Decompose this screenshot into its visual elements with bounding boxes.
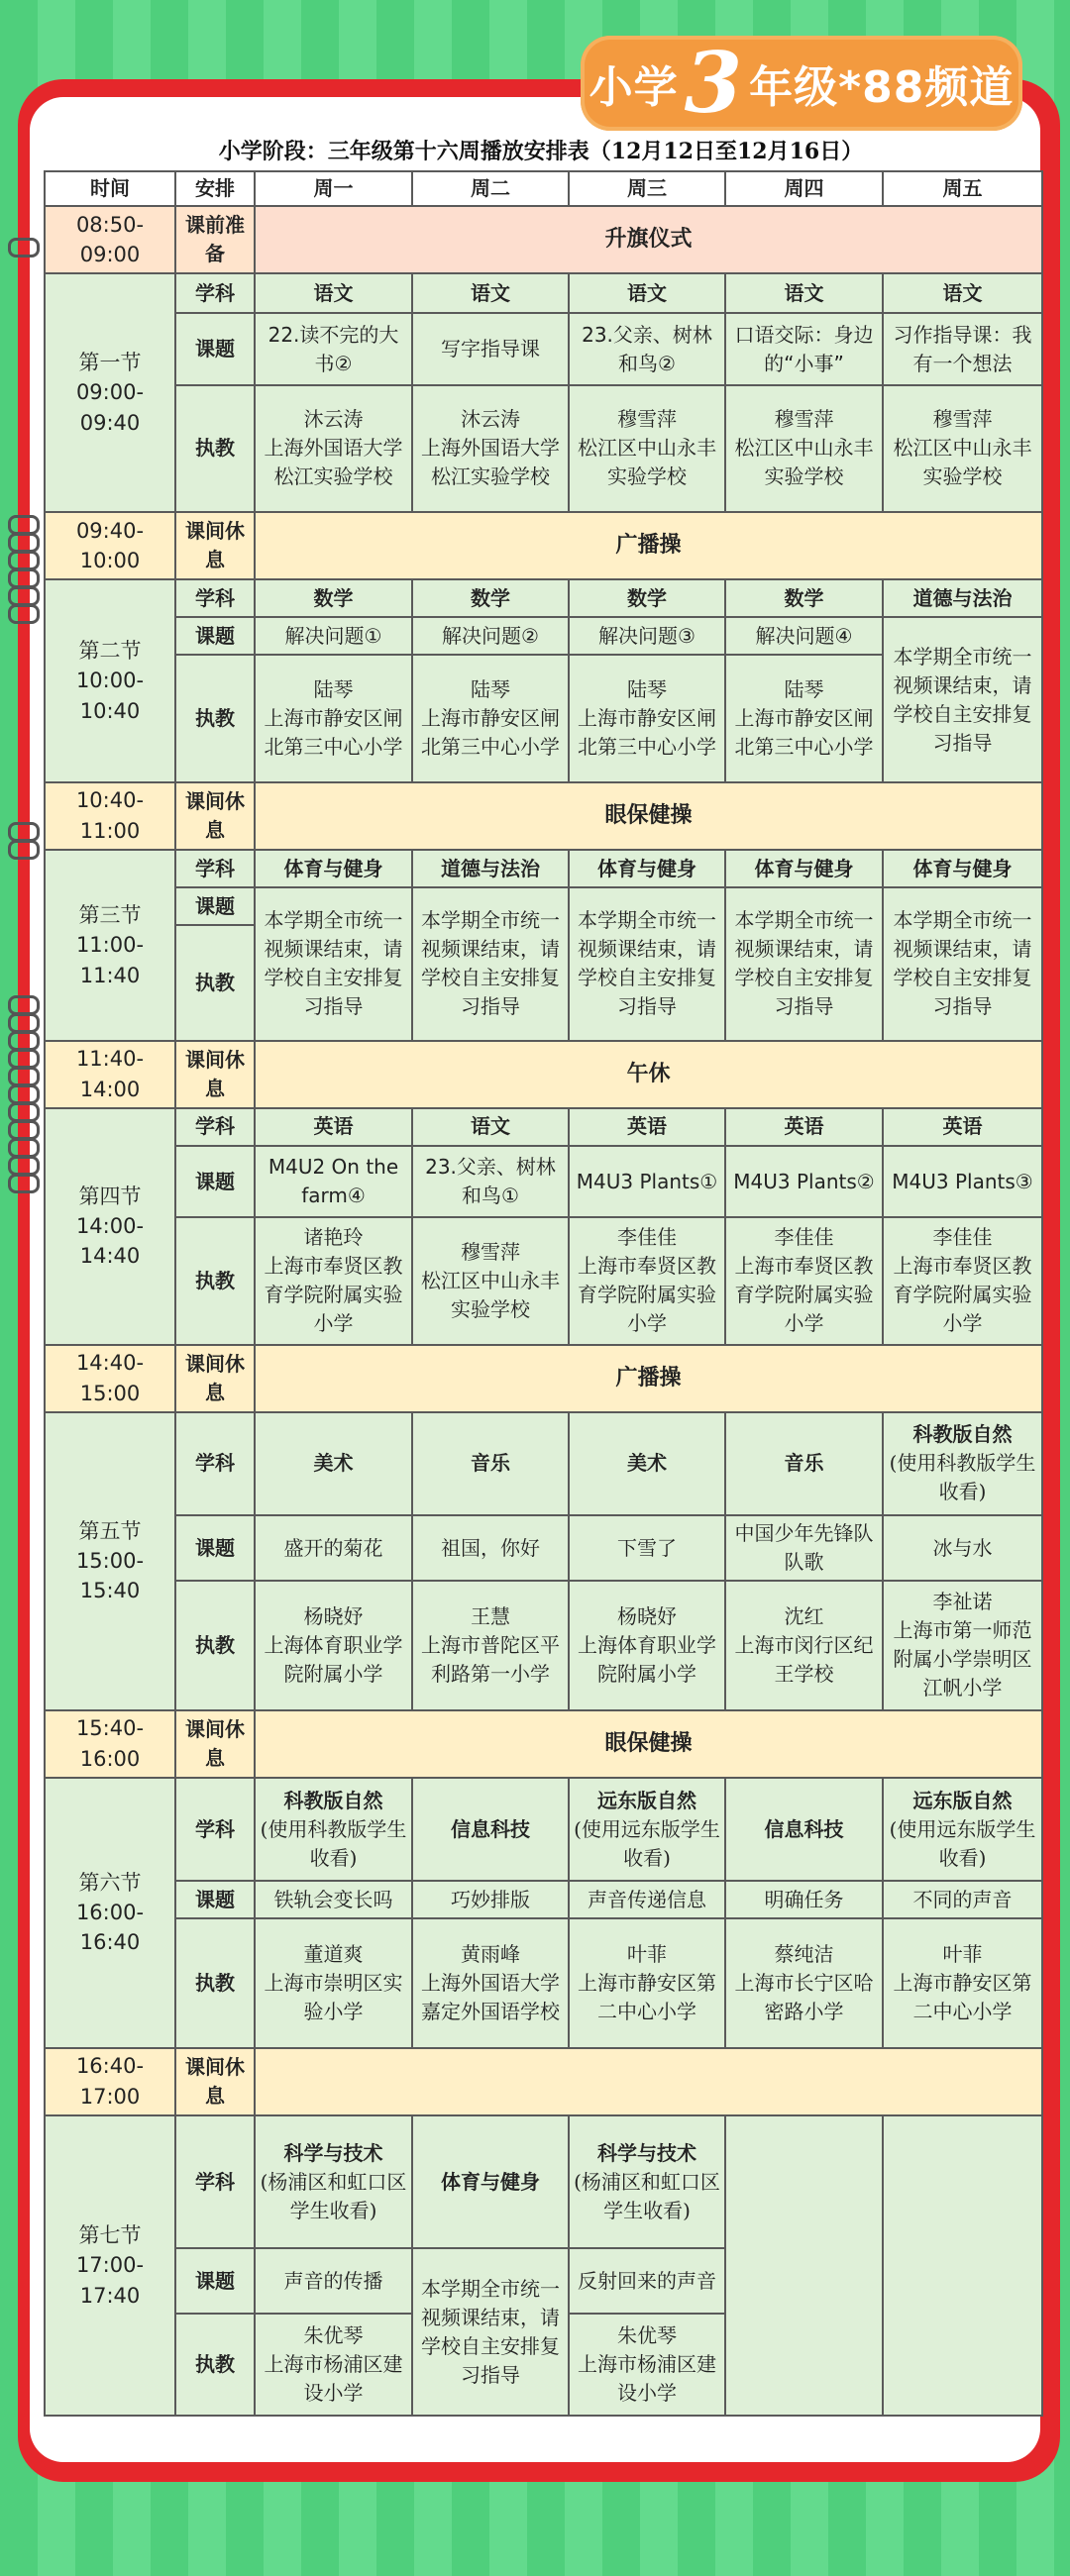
label-topic: 课题 bbox=[175, 617, 255, 655]
teacher-cell: 沐云涛 上海外国语大学松江实验学校 bbox=[255, 385, 412, 512]
header-mon: 周一 bbox=[255, 171, 412, 206]
teacher-cell: 李佳佳 上海市奉贤区教育学院附属实验小学 bbox=[725, 1217, 883, 1344]
row-break-3 bbox=[45, 1041, 1042, 1108]
ring-icon bbox=[8, 995, 40, 1015]
teacher-cell: 黄雨峰 上海外国语大学嘉定外国语学校 bbox=[412, 1918, 569, 2047]
label-topic: 课题 bbox=[175, 1881, 255, 1918]
header-thu: 周四 bbox=[725, 171, 883, 206]
row-break-1 bbox=[45, 512, 1042, 579]
badge-prefix: 小学 bbox=[588, 62, 679, 113]
time-cell: 08:50-09:00 bbox=[45, 206, 175, 273]
topic-cell: 解决问题④ bbox=[725, 617, 883, 655]
teacher-cell: 陆琴 上海市静安区闸北第三中心小学 bbox=[412, 655, 569, 781]
subject-cell: 科学与技术 (杨浦区和虹口区学生收看) bbox=[569, 2115, 725, 2248]
label-pre-class: 课前准备 bbox=[175, 206, 255, 273]
label-teacher: 执教 bbox=[175, 925, 255, 1040]
p4-subject-row bbox=[45, 1108, 1042, 1146]
teacher-cell: 穆雪萍 松江区中山永丰实验学校 bbox=[883, 385, 1042, 512]
row-break-5 bbox=[45, 1710, 1042, 1778]
teacher-cell: 朱优琴 上海市杨浦区建设小学 bbox=[255, 2314, 412, 2416]
ring-icon bbox=[8, 1067, 40, 1086]
ring-icon bbox=[8, 1049, 40, 1069]
subject-cell: 英语 bbox=[569, 1108, 725, 1146]
label-topic: 课题 bbox=[175, 1515, 255, 1581]
subject-cell: 信息科技 bbox=[725, 1778, 883, 1881]
ring-icon bbox=[8, 533, 40, 553]
subject-cell: 道德与法治 bbox=[883, 579, 1042, 617]
label-subject: 学科 bbox=[175, 1412, 255, 1515]
teacher-cell: 穆雪萍 松江区中山永丰实验学校 bbox=[725, 385, 883, 512]
period-1-time: 第一节 09:00-09:40 bbox=[45, 273, 175, 512]
subject-cell: 语文 bbox=[883, 273, 1042, 313]
activity-eye-exercise: 眼保健操 bbox=[255, 782, 1042, 850]
page-title: 小学阶段：三年级第十六周播放安排表（12月12日至12月16日） bbox=[218, 139, 864, 164]
label-teacher: 执教 bbox=[175, 2314, 255, 2416]
subject-cell: 数学 bbox=[725, 579, 883, 617]
period-3-time: 第三节 11:00-11:40 bbox=[45, 850, 175, 1041]
p4-topic-row bbox=[45, 1146, 1042, 1217]
teacher-cell: 叶菲 上海市静安区第二中心小学 bbox=[883, 1918, 1042, 2047]
activity-broadcast-exercise: 广播操 bbox=[255, 512, 1042, 579]
teacher-cell: 陆琴 上海市静安区闸北第三中心小学 bbox=[725, 655, 883, 781]
label-break: 课间休息 bbox=[175, 782, 255, 850]
label-subject: 学科 bbox=[175, 1108, 255, 1146]
subject-cell: 体育与健身 bbox=[569, 850, 725, 887]
label-subject: 学科 bbox=[175, 579, 255, 617]
topic-cell: M4U3 Plants② bbox=[725, 1146, 883, 1217]
period-5-time: 第五节 15:00-15:40 bbox=[45, 1412, 175, 1710]
label-topic: 课题 bbox=[175, 887, 255, 925]
label-teacher: 执教 bbox=[175, 1217, 255, 1344]
note-cell: 本学期全市统一视频课结束，请学校自主安排复习指导 bbox=[412, 2248, 569, 2416]
p3-subject-row bbox=[45, 850, 1042, 887]
time-cell: 15:40-16:00 bbox=[45, 1710, 175, 1778]
topic-cell: M4U3 Plants① bbox=[569, 1146, 725, 1217]
header-fri: 周五 bbox=[883, 171, 1042, 206]
subject-cell: 体育与健身 bbox=[412, 2115, 569, 2248]
label-teacher: 执教 bbox=[175, 1581, 255, 1709]
p1-teacher-row bbox=[45, 385, 1042, 512]
ring-icon bbox=[8, 1138, 40, 1158]
topic-cell: 习作指导课：我有一个想法 bbox=[883, 313, 1042, 384]
subject-cell: 体育与健身 bbox=[255, 850, 412, 887]
topic-cell: 明确任务 bbox=[725, 1881, 883, 1918]
teacher-cell: 杨晓妤 上海体育职业学院附属小学 bbox=[569, 1581, 725, 1709]
p5-teacher-row bbox=[45, 1581, 1042, 1709]
note-cell: 本学期全市统一视频课结束，请学校自主安排复习指导 bbox=[569, 887, 725, 1040]
row-break-4 bbox=[45, 1345, 1042, 1412]
label-teacher: 执教 bbox=[175, 1918, 255, 2047]
grade-channel-badge bbox=[581, 36, 1022, 131]
topic-cell: 中国少年先锋队队歌 bbox=[725, 1515, 883, 1581]
header-wed: 周三 bbox=[569, 171, 725, 206]
p2-topic-row bbox=[45, 617, 1042, 655]
time-cell: 09:40-10:00 bbox=[45, 512, 175, 579]
teacher-cell: 董道爽 上海市崇明区实验小学 bbox=[255, 1918, 412, 2047]
period-4-time: 第四节 14:00-14:40 bbox=[45, 1108, 175, 1345]
empty-cell bbox=[883, 2115, 1042, 2416]
teacher-cell: 李祉诺 上海市第一师范附属小学崇明区江帆小学 bbox=[883, 1581, 1042, 1709]
subject-cell: 英语 bbox=[725, 1108, 883, 1146]
period-2-time: 第二节 10:00-10:40 bbox=[45, 579, 175, 782]
note-cell: 本学期全市统一视频课结束，请学校自主安排复习指导 bbox=[412, 887, 569, 1040]
topic-cell: 铁轨会变长吗 bbox=[255, 1881, 412, 1918]
note-cell: 本学期全市统一视频课结束，请学校自主安排复习指导 bbox=[725, 887, 883, 1040]
topic-cell: M4U3 Plants③ bbox=[883, 1146, 1042, 1217]
label-break: 课间休息 bbox=[175, 1710, 255, 1778]
ring-icon bbox=[8, 586, 40, 606]
label-break: 课间休息 bbox=[175, 512, 255, 579]
topic-cell: 声音的传播 bbox=[255, 2248, 412, 2314]
topic-cell: 盛开的菊花 bbox=[255, 1515, 412, 1581]
topic-cell: 冰与水 bbox=[883, 1515, 1042, 1581]
teacher-cell: 王慧 上海市普陀区平利路第一小学 bbox=[412, 1581, 569, 1709]
topic-cell: 23.父亲、树林和鸟② bbox=[569, 313, 725, 384]
teacher-cell: 沈红 上海市闵行区纪王学校 bbox=[725, 1581, 883, 1709]
teacher-cell: 李佳佳 上海市奉贤区教育学院附属实验小学 bbox=[569, 1217, 725, 1344]
row-break-2 bbox=[45, 782, 1042, 850]
ring-icon bbox=[8, 515, 40, 535]
label-subject: 学科 bbox=[175, 2115, 255, 2248]
p6-teacher-row bbox=[45, 1918, 1042, 2047]
time-cell: 14:40-15:00 bbox=[45, 1345, 175, 1412]
ring-icon bbox=[8, 1013, 40, 1033]
subject-cell: 数学 bbox=[255, 579, 412, 617]
p3-topic-row bbox=[45, 887, 1042, 925]
topic-cell: 不同的声音 bbox=[883, 1881, 1042, 1918]
teacher-cell: 陆琴 上海市静安区闸北第三中心小学 bbox=[569, 655, 725, 781]
subject-cell: 语文 bbox=[412, 273, 569, 313]
topic-cell: 反射回来的声音 bbox=[569, 2248, 725, 2314]
time-cell: 11:40-14:00 bbox=[45, 1041, 175, 1108]
topic-cell: 声音传递信息 bbox=[569, 1881, 725, 1918]
subject-cell: 语文 bbox=[725, 273, 883, 313]
p5-subject-row bbox=[45, 1412, 1042, 1515]
header-tue: 周二 bbox=[412, 171, 569, 206]
label-teacher: 执教 bbox=[175, 655, 255, 781]
period-7-time: 第七节 17:00-17:40 bbox=[45, 2115, 175, 2416]
label-topic: 课题 bbox=[175, 1146, 255, 1217]
note-cell: 本学期全市统一视频课结束，请学校自主安排复习指导 bbox=[883, 617, 1042, 782]
topic-cell: 祖国，你好 bbox=[412, 1515, 569, 1581]
ring-icon bbox=[8, 840, 40, 860]
subject-cell: 数学 bbox=[412, 579, 569, 617]
teacher-cell: 朱优琴 上海市杨浦区建设小学 bbox=[569, 2314, 725, 2416]
subject-cell: 科学与技术 (杨浦区和虹口区学生收看) bbox=[255, 2115, 412, 2248]
subject-cell: 语文 bbox=[412, 1108, 569, 1146]
label-break: 课间休息 bbox=[175, 1345, 255, 1412]
teacher-cell: 沐云涛 上海外国语大学松江实验学校 bbox=[412, 385, 569, 512]
subject-cell: 英语 bbox=[255, 1108, 412, 1146]
teacher-cell: 叶菲 上海市静安区第二中心小学 bbox=[569, 1918, 725, 2047]
subject-cell: 美术 bbox=[569, 1412, 725, 1515]
subject-cell: 体育与健身 bbox=[883, 850, 1042, 887]
badge-grade-number: 3 bbox=[684, 34, 744, 132]
label-topic: 课题 bbox=[175, 313, 255, 384]
p1-topic-row bbox=[45, 313, 1042, 384]
topic-cell: 下雪了 bbox=[569, 1515, 725, 1581]
teacher-cell: 穆雪萍 松江区中山永丰实验学校 bbox=[412, 1217, 569, 1344]
note-cell: 本学期全市统一视频课结束，请学校自主安排复习指导 bbox=[883, 887, 1042, 1040]
period-6-time: 第六节 16:00-16:40 bbox=[45, 1778, 175, 2048]
teacher-cell: 李佳佳 上海市奉贤区教育学院附属实验小学 bbox=[883, 1217, 1042, 1344]
p5-topic-row bbox=[45, 1515, 1042, 1581]
teacher-cell: 杨晓妤 上海体育职业学院附属小学 bbox=[255, 1581, 412, 1709]
label-subject: 学科 bbox=[175, 273, 255, 313]
p1-subject-row bbox=[45, 273, 1042, 313]
topic-cell: 解决问题② bbox=[412, 617, 569, 655]
label-subject: 学科 bbox=[175, 850, 255, 887]
ring-icon bbox=[8, 1084, 40, 1104]
subject-cell: 音乐 bbox=[412, 1412, 569, 1515]
subject-cell: 语文 bbox=[569, 273, 725, 313]
activity-broadcast-exercise: 广播操 bbox=[255, 1345, 1042, 1412]
ring-icon bbox=[8, 604, 40, 624]
subject-cell: 信息科技 bbox=[412, 1778, 569, 1881]
schedule-table bbox=[44, 170, 1043, 2417]
label-break: 课间休息 bbox=[175, 1041, 255, 1108]
topic-cell: 解决问题③ bbox=[569, 617, 725, 655]
ring-icon bbox=[8, 1174, 40, 1193]
subject-cell: 科教版自然 (使用科教版学生收看) bbox=[883, 1412, 1042, 1515]
p4-teacher-row bbox=[45, 1217, 1042, 1344]
empty-cell bbox=[725, 2115, 883, 2416]
header-arrangement: 安排 bbox=[175, 171, 255, 206]
topic-cell: M4U2 On the farm④ bbox=[255, 1146, 412, 1217]
badge-suffix: 年级*88频道 bbox=[749, 62, 1015, 113]
note-cell: 本学期全市统一视频课结束，请学校自主安排复习指导 bbox=[255, 887, 412, 1040]
topic-cell: 23.父亲、树林和鸟① bbox=[412, 1146, 569, 1217]
subject-cell: 科教版自然 (使用科教版学生收看) bbox=[255, 1778, 412, 1881]
topic-cell: 解决问题① bbox=[255, 617, 412, 655]
topic-cell: 22.读不完的大书② bbox=[255, 313, 412, 384]
subject-cell: 音乐 bbox=[725, 1412, 883, 1515]
topic-cell: 写字指导课 bbox=[412, 313, 569, 384]
p2-subject-row bbox=[45, 579, 1042, 617]
teacher-cell: 诸艳玲 上海市奉贤区教育学院附属实验小学 bbox=[255, 1217, 412, 1344]
ring-icon bbox=[8, 1031, 40, 1051]
activity-empty bbox=[255, 2048, 1042, 2115]
ring-icon bbox=[8, 822, 40, 842]
time-cell: 10:40-11:00 bbox=[45, 782, 175, 850]
activity-flag-ceremony: 升旗仪式 bbox=[255, 206, 1042, 273]
subject-cell: 语文 bbox=[255, 273, 412, 313]
ring-icon bbox=[8, 1156, 40, 1176]
label-topic: 课题 bbox=[175, 2248, 255, 2314]
row-break-6 bbox=[45, 2048, 1042, 2115]
topic-cell: 巧妙排版 bbox=[412, 1881, 569, 1918]
label-teacher: 执教 bbox=[175, 385, 255, 512]
teacher-cell: 陆琴 上海市静安区闸北第三中心小学 bbox=[255, 655, 412, 781]
subject-cell: 英语 bbox=[883, 1108, 1042, 1146]
ring-icon bbox=[8, 1102, 40, 1122]
subject-cell: 数学 bbox=[569, 579, 725, 617]
label-subject: 学科 bbox=[175, 1778, 255, 1881]
teacher-cell: 穆雪萍 松江区中山永丰实验学校 bbox=[569, 385, 725, 512]
ring-icon bbox=[8, 238, 40, 258]
activity-lunch-break: 午休 bbox=[255, 1041, 1042, 1108]
label-break: 课间休息 bbox=[175, 2048, 255, 2115]
activity-eye-exercise: 眼保健操 bbox=[255, 1710, 1042, 1778]
subject-cell: 美术 bbox=[255, 1412, 412, 1515]
teacher-cell: 蔡纯洁 上海市长宁区哈密路小学 bbox=[725, 1918, 883, 2047]
topic-cell: 口语交际：身边的“小事” bbox=[725, 313, 883, 384]
ring-icon bbox=[8, 1120, 40, 1140]
p7-subject-row bbox=[45, 2115, 1042, 2248]
p6-subject-row bbox=[45, 1778, 1042, 1881]
p6-topic-row bbox=[45, 1881, 1042, 1918]
ring-icon bbox=[8, 551, 40, 570]
subject-cell: 道德与法治 bbox=[412, 850, 569, 887]
header-row bbox=[45, 171, 1042, 206]
subject-cell: 远东版自然 (使用远东版学生收看) bbox=[569, 1778, 725, 1881]
row-pre-class bbox=[45, 206, 1042, 273]
ring-icon bbox=[8, 568, 40, 588]
header-time: 时间 bbox=[45, 171, 175, 206]
subject-cell: 体育与健身 bbox=[725, 850, 883, 887]
subject-cell: 远东版自然 (使用远东版学生收看) bbox=[883, 1778, 1042, 1881]
time-cell: 16:40-17:00 bbox=[45, 2048, 175, 2115]
